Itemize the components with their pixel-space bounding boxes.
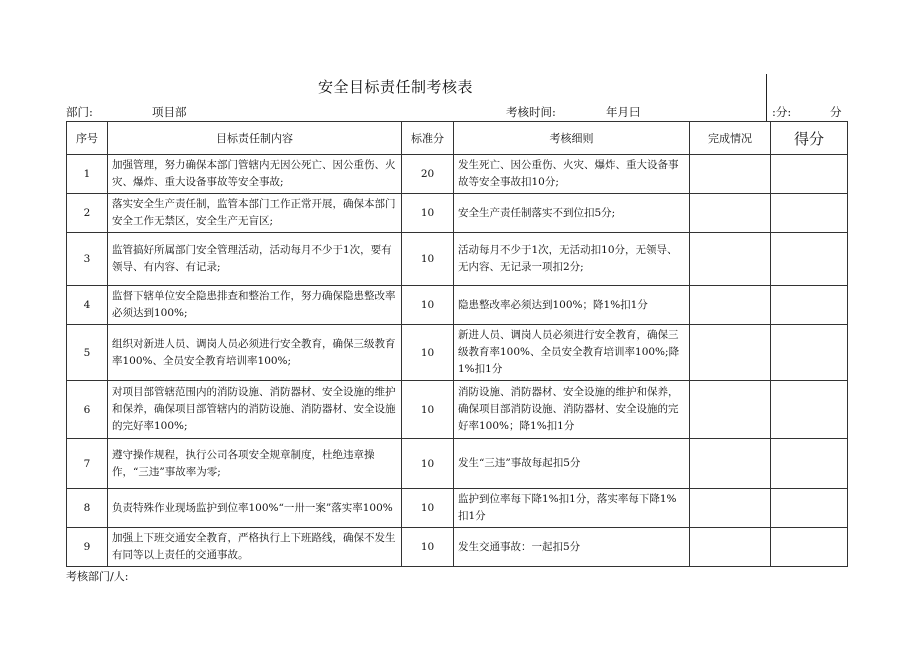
table-header-row (67, 122, 848, 155)
col-header-content: 目标责任制内容 (108, 122, 402, 155)
col-header-score: 得分 (771, 122, 848, 155)
row-status (690, 233, 771, 286)
header-divider-line (766, 74, 767, 122)
row-score (771, 325, 848, 381)
page-title: 安全目标责任制考核表 (318, 78, 474, 96)
col-header-std: 标准分 (402, 122, 454, 155)
row-number: 2 (67, 194, 108, 233)
row-score (771, 155, 848, 194)
date-value: 年月曰 (606, 105, 641, 119)
row-status (690, 325, 771, 381)
score-label: :分: (772, 105, 792, 119)
row-number: 5 (67, 325, 108, 381)
table-row (67, 528, 848, 567)
row-status (690, 155, 771, 194)
table-row (67, 155, 848, 194)
row-number: 1 (67, 155, 108, 194)
row-content: 遵守操作规程，执行公司各项安全规章制度，杜绝违章操作，“三违”事故率为零; (108, 439, 402, 489)
table-row (67, 286, 848, 325)
table-row (67, 194, 848, 233)
row-standard-score: 20 (402, 155, 454, 194)
row-content: 监管搞好所属部门安全管理活动，活动每月不少于1次，要有领导、有内容、有记录; (108, 233, 402, 286)
row-standard-score: 10 (402, 194, 454, 233)
row-score (771, 286, 848, 325)
row-standard-score: 10 (402, 233, 454, 286)
row-content: 负责特殊作业现场监护到位率100%“一卅一案”落实率100% (108, 489, 402, 528)
row-rule: 发生“三违”事故每起扣5分 (454, 439, 690, 489)
row-number: 6 (67, 381, 108, 439)
row-content: 加强管理，努力确保本部门管辖内无因公死亡、因公重伤、火灾、爆炸、重大设备事故等安全事故; (108, 155, 402, 194)
row-content: 监督下辖单位安全隐患排查和整治工作，努力确保隐患整改率必须达到100%; (108, 286, 402, 325)
row-number: 7 (67, 439, 108, 489)
row-rule: 安全生产责任制落实不到位扣5分; (454, 194, 690, 233)
row-content: 加强上下班交通安全教育，严格执行上下班路线，确保不发生有同等以上责任的交通事故。 (108, 528, 402, 567)
row-status (690, 381, 771, 439)
row-rule: 消防设施、消防器材、安全设施的维护和保养，确保项目部消防设施、消防器材、安全设施的完好率100%；降1%扣1分 (454, 381, 690, 439)
row-score (771, 233, 848, 286)
table-row (67, 233, 848, 286)
col-header-rule: 考核细则 (454, 122, 690, 155)
row-score (771, 439, 848, 489)
row-rule: 隐患整改率必须达到100%；降1%扣1分 (454, 286, 690, 325)
score-unit: 分 (830, 105, 842, 119)
row-number: 9 (67, 528, 108, 567)
row-rule: 发生交通事故：一起扣5分 (454, 528, 690, 567)
row-score (771, 381, 848, 439)
row-rule: 发生死亡、因公重伤、火灾、爆炸、重大设备事故等安全事故扣10分; (454, 155, 690, 194)
row-status (690, 194, 771, 233)
row-score (771, 528, 848, 567)
row-number: 4 (67, 286, 108, 325)
dept-label: 部门: (66, 105, 93, 119)
row-content: 组织对新进人员、调岗人员必须进行安全教育，确保三级教育率100%、全员安全教育培训率100%; (108, 325, 402, 381)
row-rule: 活动每月不少于1次，无活动扣10分，无领导、无内容、无记录一项扣2分; (454, 233, 690, 286)
table-row (67, 325, 848, 381)
row-status (690, 286, 771, 325)
row-status (690, 528, 771, 567)
row-score (771, 489, 848, 528)
footer-label: 考核部门/人: (66, 570, 129, 583)
row-standard-score: 10 (402, 489, 454, 528)
row-standard-score: 10 (402, 325, 454, 381)
row-standard-score: 10 (402, 286, 454, 325)
row-score (771, 194, 848, 233)
row-content: 落实安全生产责任制，监管本部门工作正常开展，确保本部门安全工作无禁区，安全生产无盲区; (108, 194, 402, 233)
dept-value: 项目部 (152, 105, 187, 119)
row-status (690, 489, 771, 528)
col-header-status: 完成情况 (690, 122, 771, 155)
row-number: 8 (67, 489, 108, 528)
row-standard-score: 10 (402, 528, 454, 567)
row-standard-score: 10 (402, 439, 454, 489)
table-row (67, 381, 848, 439)
row-status (690, 439, 771, 489)
row-number: 3 (67, 233, 108, 286)
row-content: 对项目部管辖范围内的消防设施、消防器材、安全设施的维护和保养，确保项目部管辖内的消防设施、消防器材、安全设施的完好率100%; (108, 381, 402, 439)
row-standard-score: 10 (402, 381, 454, 439)
col-header-no: 序号 (67, 122, 108, 155)
table-row (67, 439, 848, 489)
row-rule: 监护到位率每下降1%扣1分，落实率每下降1%扣1分 (454, 489, 690, 528)
time-label: 考核时间: (506, 105, 556, 119)
assessment-table (66, 121, 848, 567)
row-rule: 新进人员、调岗人员必须进行安全教育，确保三级教育率100%、全员安全教育培训率100%;降1%扣1分 (454, 325, 690, 381)
table-row (67, 489, 848, 528)
